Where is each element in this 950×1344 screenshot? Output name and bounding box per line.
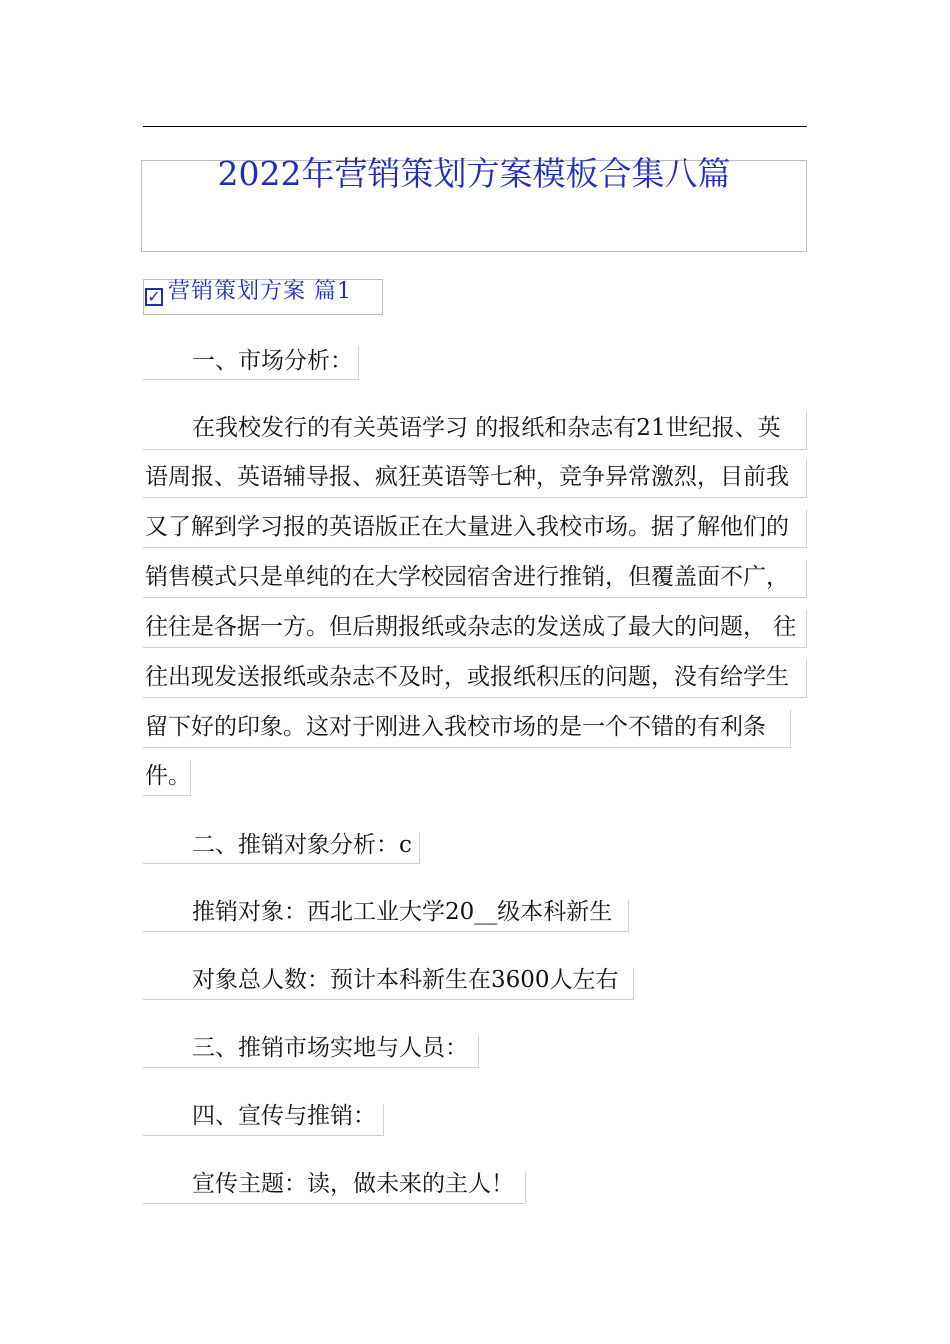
document-title: 2022年营销策划方案模板合集八篇: [217, 154, 731, 193]
body-line: 件。: [145, 763, 191, 789]
body-line-total: 对象总人数：预计本科新生在3600人左右: [192, 967, 619, 993]
body-line: 在我校发行的有关英语学习 的报纸和杂志有21世纪报、英: [192, 415, 781, 441]
body-line: 语周报、英语辅导报、疯狂英语等七种，竞争异常激烈，目前我: [145, 464, 789, 490]
top-rule: [143, 126, 807, 127]
body-line: 销售模式只是单纯的在大学校园宿舍进行推销，但覆盖面不广，: [145, 564, 789, 590]
body-line: 又了解到学习报的英语版正在大量进入我校市场。据了解他们的: [145, 514, 789, 540]
section-heading-promotion: 四、宣传与推销：: [192, 1103, 376, 1129]
checkbox-icon: ✓: [145, 288, 163, 306]
body-line: 往往是各据一方。但后期报纸或杂志的发送成了最大的问题， 往: [145, 614, 797, 640]
body-line: 留下好的印象。这对于刚进入我校市场的是一个不错的有利条: [145, 714, 766, 740]
body-line-target: 推销对象：西北工业大学20__级本科新生: [192, 899, 613, 925]
section-heading: 营销策划方案 篇1: [168, 279, 352, 304]
section-heading-market-staff: 三、推销市场实地与人员：: [192, 1035, 468, 1061]
section-heading-market-analysis: 一、市场分析：: [192, 348, 353, 374]
body-line: 往出现发送报纸或杂志不及时，或报纸积压的问题，没有给学生: [145, 664, 789, 690]
body-line-theme: 宣传主题：读，做未来的主人！: [192, 1171, 514, 1197]
section-heading-target-analysis: 二、推销对象分析：c: [192, 832, 412, 858]
